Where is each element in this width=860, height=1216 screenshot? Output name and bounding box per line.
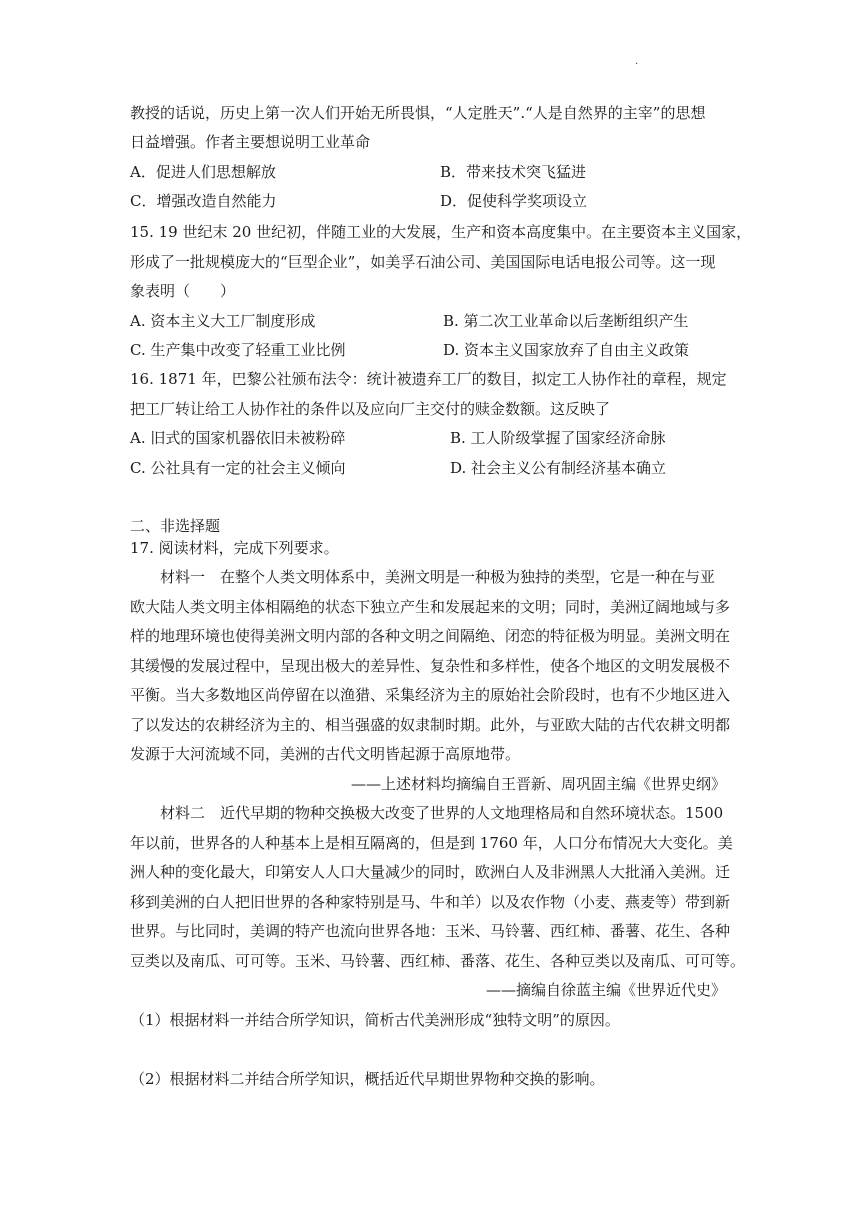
q14-option-a: A．促进人们思想解放 bbox=[130, 163, 276, 181]
q16-option-d: D. 社会主义公有制经济基本确立 bbox=[450, 459, 667, 477]
q16-stem-line1: 16. 1871 年，巴黎公社颁布法令：统计被遗弃工厂的数目，拟定工人协作社的章程，规定 bbox=[130, 370, 727, 388]
q15-stem-line3: 象表明（ ） bbox=[130, 282, 236, 300]
material1-line6: 了以发达的农耕经济为主的、相当强盛的奴隶制时期。此外，与亚欧大陆的古代农耕文明都 bbox=[130, 716, 731, 734]
q16-option-c: C. 公社具有一定的社会主义倾向 bbox=[130, 459, 346, 477]
q16-option-a: A. 旧式的国家机器依旧未被粉碎 bbox=[130, 429, 346, 447]
material2-line6: 豆类以及南瓜、可可等。玉米、马铃薯、西红柿、番落、花生、各种豆类以及南瓜、可可等。 bbox=[130, 952, 746, 970]
sub-question-2: （2）根据材料二并结合所学知识，概括近代早期世界物种交换的影响。 bbox=[130, 1070, 605, 1088]
material1-line1: 材料一 在整个人类文明体系中，美洲文明是一种极为独持的类型，它是一种在与亚 bbox=[160, 568, 716, 586]
q15-stem-line1: 15. 19 世纪末 20 世纪初，伴随工业的大发展，生产和资本高度集中。在主要资本主义国家， bbox=[130, 223, 752, 241]
q14-option-b: B．带来技术突飞猛进 bbox=[440, 163, 587, 181]
material1-line7: 发源于大河流域不同，美洲的古代文明皆起源于高原地带。 bbox=[130, 745, 521, 763]
q14-stem-line1: 教授的话说，历史上第一次人们开始无所畏惧，“人定胜天”.“人是自然界的主宰”的思想 bbox=[130, 104, 706, 122]
material2-line3: 洲人种的变化最大，印第安人人口大量减少的同时，欧洲白人及非洲黑人大批涌入美洲。迁 bbox=[130, 863, 731, 881]
q15-option-a: A. 资本主义大工厂制度形成 bbox=[130, 312, 316, 330]
sub-question-1: （1）根据材料一并结合所学知识，简析古代美洲形成“独特文明”的原因。 bbox=[130, 1011, 620, 1029]
q14-option-c: C．增强改造自然能力 bbox=[130, 192, 277, 210]
q15-option-b: B. 第二次工业革命以后垄断组织产生 bbox=[443, 312, 689, 330]
material1-line2: 欧大陆人类文明主体相隔绝的状态下独立产生和发展起来的文明；同时，美洲辽阔地域与多 bbox=[130, 598, 731, 616]
q14-stem-line2: 日益增强。作者主要想说明工业革命 bbox=[130, 133, 371, 151]
material2-line4: 移到美洲的白人把旧世界的各种家特别是马、牛和羊）以及农作物（小麦、燕麦等）带到新 bbox=[130, 893, 731, 911]
header-mark: . bbox=[635, 56, 639, 67]
material2-line5: 世界。与比同时，美调的特产也流向世界各地：玉米、马铃薯、西红柿、番薯、花生、各种 bbox=[130, 922, 731, 940]
material1-source: ——上述材料均摘编自王晋新、周巩固主编《世界史纲》 bbox=[350, 775, 726, 793]
material2-line2: 年以前，世界各的人种基本上是相互隔离的，但是到 1760 年，人口分布情况大大变化。美 bbox=[130, 834, 733, 852]
q16-stem-line2: 把工厂转让给工人协作社的条件以及应向厂主交付的赎金数额。这反映了 bbox=[130, 400, 611, 418]
q15-stem-line2: 形成了一批规模庞大的“巨型企业”，如美孚石油公司、美国国际电话电报公司等。这一现 bbox=[130, 253, 716, 271]
q15-option-c: C. 生产集中改变了轻重工业比例 bbox=[130, 341, 346, 359]
q15-option-d: D. 资本主义国家放弃了自由主义政策 bbox=[443, 341, 690, 359]
material1-line3: 样的地理环境也使得美洲文明内部的各种文明之间隔绝、闭恋的特征极为明显。美洲文明在 bbox=[130, 627, 731, 645]
material2-line1: 材料二 近代早期的物种交换极大改变了世界的人文地理格局和自然环境状态。1500 bbox=[160, 804, 724, 822]
section2-title: 二、非选择题 bbox=[130, 517, 221, 535]
material1-line5: 平衡。当大多数地区尚停留在以渔猎、采集经济为主的原始社会阶段时，也有不少地区进入 bbox=[130, 686, 731, 704]
q14-option-d: D．促使科学奖项设立 bbox=[440, 192, 588, 210]
q17-stem: 17. 阅读材料，完成下列要求。 bbox=[130, 539, 339, 557]
material2-source: ——摘编自徐蓝主编《世界近代史》 bbox=[485, 981, 726, 999]
q16-option-b: B. 工人阶级掌握了国家经济命脉 bbox=[450, 429, 666, 447]
material1-line4: 其缓慢的发展过程中，呈现出极大的差异性、复杂性和多样性，使各个地区的文明发展极不 bbox=[130, 657, 731, 675]
